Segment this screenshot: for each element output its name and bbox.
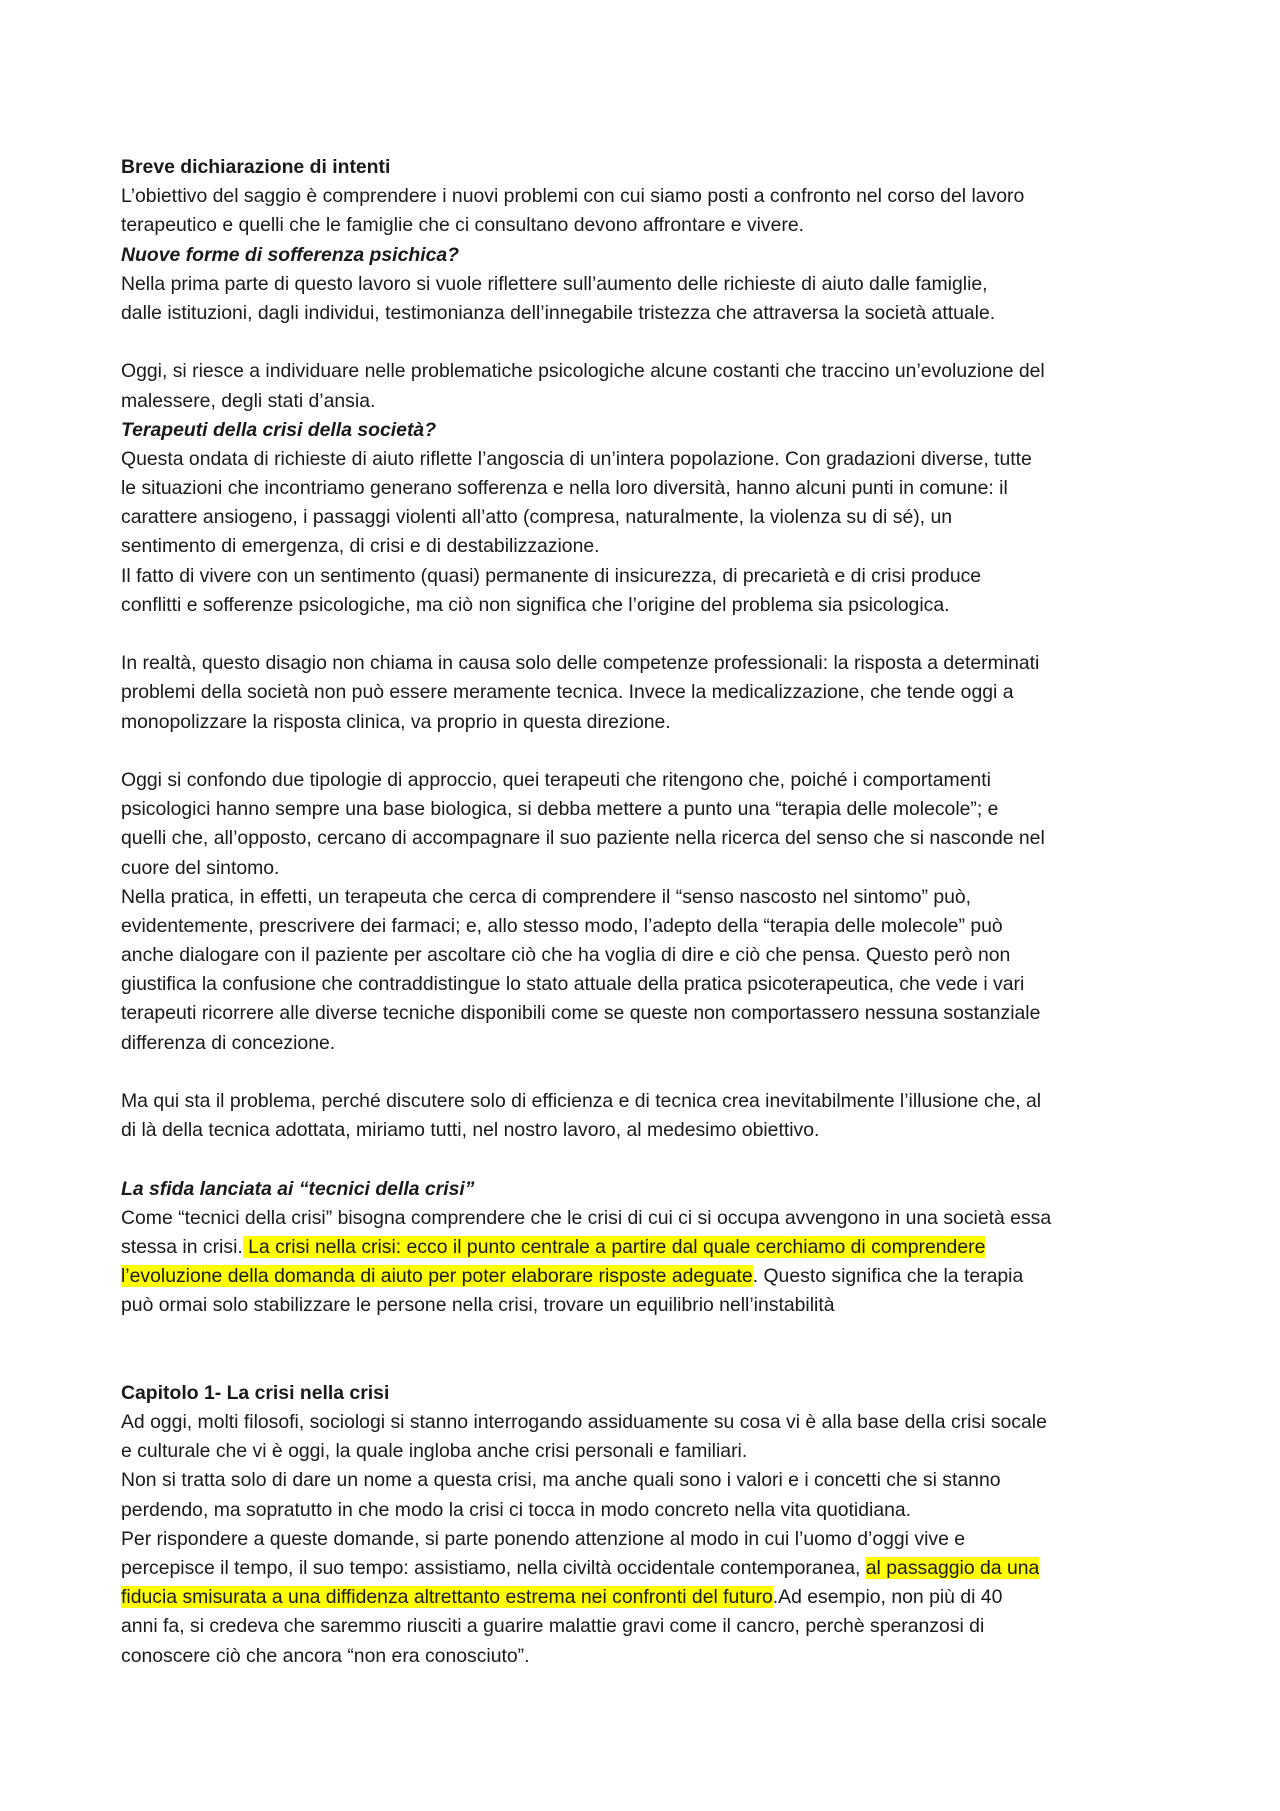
paragraph-line: Nella pratica, in effetti, un terapeuta che cerca di comprendere il “senso nascosto nel sintomo” può,: [121, 885, 972, 908]
blank-line: [121, 1321, 1171, 1350]
paragraph-line: anni fa, si credeva che saremmo riusciti a guarire malattie gravi come il cancro, perchè speranzosi di: [121, 1615, 985, 1638]
paragraph-line: Oggi si confondo due tipologie di approccio, quei terapeuti che ritengono che, poiché i comportamenti: [121, 768, 991, 791]
document-page: [121, 153, 1171, 1671]
paragraph-line: conoscere ciò che ancora “non era conosciuto”.: [121, 1644, 530, 1667]
paragraph-line: di là della tecnica adottata, miriamo tutti, nel nostro lavoro, al medesimo obiettivo.: [121, 1119, 820, 1142]
paragraph-line: Per rispondere a queste domande, si parte ponendo attenzione al modo in cui l’uomo d’oggi vive e: [121, 1527, 966, 1550]
blank-line: [121, 737, 1171, 766]
paragraph-line: [121, 1262, 1171, 1291]
paragraph-line: L’obiettivo del saggio è comprendere i nuovi problemi con cui siamo posti a confronto nel corso del lavoro: [121, 185, 1025, 208]
paragraph-line: cuore del sintomo.: [121, 856, 280, 879]
paragraph-line: Nella prima parte di questo lavoro si vuole riflettere sull’aumento delle richieste di aiuto dalle famiglie,: [121, 272, 988, 295]
paragraph-line: In realtà, questo disagio non chiama in causa solo delle competenze professionali: la risposta a determinati: [121, 652, 1040, 675]
blank-line: [121, 1145, 1171, 1174]
section-heading: La sfida lanciata ai “tecnici della crisi”: [121, 1177, 475, 1200]
paragraph-line: Come “tecnici della crisi” bisogna comprendere che le crisi di cui ci si occupa avvengono in una società essa: [121, 1206, 1052, 1229]
paragraph-line: [121, 1554, 1171, 1583]
paragraph-line: terapeutico e quelli che le famiglie che ci consultano devono affrontare e vivere.: [121, 214, 805, 237]
paragraph-line: conflitti e sofferenze psicologiche, ma ciò non significa che l’origine del problema sia psicologica.: [121, 593, 950, 616]
text-run: stessa in crisi.: [121, 1235, 243, 1258]
paragraph-line: giustifica la confusione che contraddistingue lo stato attuale della pratica psicoterapeutica, che vede i vari: [121, 973, 1025, 996]
paragraph-line: anche dialogare con il paziente per ascoltare ciò che ha voglia di dire e ciò che pensa. Questo però non: [121, 944, 1011, 967]
blank-line: [121, 1058, 1171, 1087]
paragraph-line: malessere, degli stati d’ansia.: [121, 389, 376, 412]
text-run: . Questo significa che la terapia: [752, 1265, 1024, 1288]
section-heading: Terapeuti della crisi della società?: [121, 418, 437, 441]
paragraph-line: e culturale che vi è oggi, la quale ingloba anche crisi personali e familiari.: [121, 1440, 748, 1463]
text-run: percepisce il tempo, il suo tempo: assistiamo, nella civiltà occidentale contemporanea,: [121, 1557, 866, 1579]
paragraph-line: perdendo, ma sopratutto in che modo la crisi ci tocca in modo concreto nella vita quotidiana.: [121, 1498, 912, 1521]
paragraph-line: terapeuti ricorrere alle diverse tecniche disponibili come se queste non comportassero nessuna sostanziale: [121, 1002, 1041, 1025]
highlighted-text: La crisi nella crisi: ecco il punto centrale a partire dal quale cerchiamo di comprendere: [242, 1235, 986, 1258]
paragraph-line: Oggi, si riesce a individuare nelle problematiche psicologiche alcune costanti che traccino un’evoluzione del: [121, 360, 1045, 383]
paragraph-line: Il fatto di vivere con un sentimento (quasi) permanente di insicurezza, di precarietà e di crisi produce: [121, 564, 982, 587]
paragraph-line: le situazioni che incontriamo generano sofferenza e nella loro diversità, hanno alcuni punti in comune: il: [121, 477, 1008, 500]
blank-line: [121, 1350, 1171, 1379]
paragraph-line: psicologici hanno sempre una base biologica, si debba mettere a punto una “terapia delle molecole”; e: [121, 798, 999, 821]
paragraph-line: Ad oggi, molti filosofi, sociologi si stanno interrogando assiduamente su cosa vi è alla base della crisi socale: [121, 1411, 1047, 1434]
paragraph-line: monopolizzare la risposta clinica, va proprio in questa direzione.: [121, 710, 671, 733]
paragraph-line: Non si tratta solo di dare un nome a questa crisi, ma anche quali sono i valori e i concetti che si stanno: [121, 1469, 1001, 1492]
paragraph-line: evidentemente, prescrivere dei farmaci; e, allo stesso modo, l’adepto della “terapia delle molecole” può: [121, 914, 1003, 937]
paragraph-line: problemi della società non può essere meramente tecnica. Invece la medicalizzazione, che tende oggi a: [121, 681, 1014, 704]
highlighted-text: l’evoluzione della domanda di aiuto per poter elaborare risposte adeguate: [121, 1265, 753, 1288]
section-heading: Breve dichiarazione di intenti: [121, 156, 391, 178]
section-heading: Nuove forme di sofferenza psichica?: [121, 243, 459, 266]
blank-line: [121, 620, 1171, 649]
paragraph-line: [121, 1583, 1171, 1612]
text-run: .Ad esempio, non più di 40: [772, 1586, 1003, 1609]
paragraph-line: può ormai solo stabilizzare le persone nella crisi, trovare un equilibrio nell’instabilità: [121, 1294, 835, 1317]
paragraph-line: Ma qui sta il problema, perché discutere solo di efficienza e di tecnica crea inevitabilmente l’illusione che, al: [121, 1090, 1042, 1112]
highlighted-text: al passaggio da una: [865, 1557, 1040, 1579]
paragraph-line: sentimento di emergenza, di crisi e di destabilizzazione.: [121, 535, 600, 558]
paragraph-line: differenza di concezione.: [121, 1031, 336, 1054]
highlighted-text: fiducia smisurata a una diffidenza altrettanto estrema nei confronti del futuro: [121, 1586, 773, 1609]
blank-line: [121, 328, 1171, 357]
chapter-heading: Capitolo 1- La crisi nella crisi: [121, 1381, 390, 1404]
paragraph-line: Questa ondata di richieste di aiuto riflette l’angoscia di un’intera popolazione. Con gradazioni diverse, tutte: [121, 447, 1032, 470]
paragraph-line: [121, 1233, 1171, 1262]
paragraph-line: carattere ansiogeno, i passaggi violenti all’atto (compresa, naturalmente, la violenza su di sé), un: [121, 506, 953, 529]
paragraph-line: dalle istituzioni, dagli individui, testimonianza dell’innegabile tristezza che attraversa la società attuale.: [121, 301, 996, 324]
paragraph-line: quelli che, all’opposto, cercano di accompagnare il suo paziente nella ricerca del senso che si nasconde nel: [121, 827, 1045, 850]
